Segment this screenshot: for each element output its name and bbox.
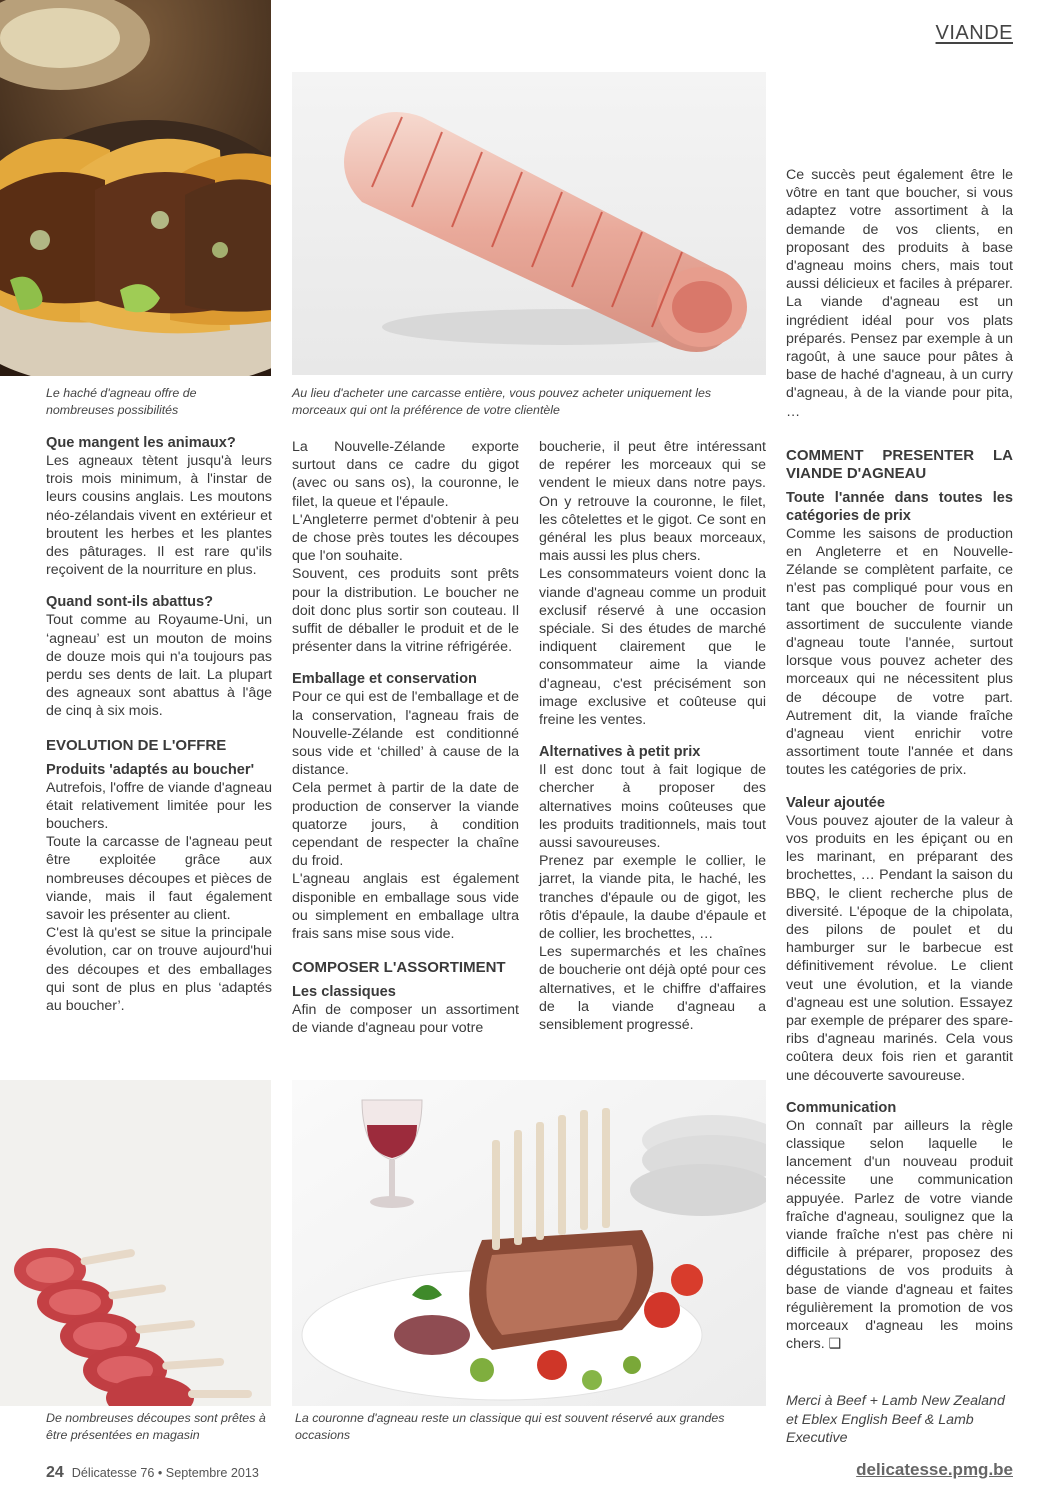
credit: Merci à Beef + Lamb New Zealand et Eblex English Beef & Lamb Executive	[786, 1393, 1005, 1446]
heading-alternatives: Alternatives à petit prix	[539, 744, 701, 761]
heading-quand-abattus: Quand sont-ils abattus?	[46, 594, 214, 611]
heading-emballage: Emballage et conservation	[292, 671, 477, 688]
crown-photo	[292, 1080, 766, 1406]
rolled-meat-caption: Au lieu d'acheter une carcasse entière, vous pouvez acheter uniquement les morceaux qui ont la préférence de votre clientèle	[292, 386, 712, 417]
footer-info	[46, 1464, 259, 1482]
paragraph: Prenez par exemple le collier, le jarret, la viande pita, le haché, les tranches d'épaule ou de gigot, les rôtis d'épaule, la daube d'épaule et de collier, les brochettes, …	[539, 853, 766, 943]
paragraph: Cela permet à partir de la date de production de conserver la viande quatorze jours, à condition cependant de respecter la chaîne du froid.	[292, 780, 519, 870]
paragraph: Toute la carcasse de l'agneau peut être exploitée grâce aux nombreuses découpes et pièces de viande, mais il faut également savoir les présenter au client.	[46, 834, 272, 924]
paragraph: boucherie, il peut être intéressant de repérer les morceaux qui se vendent le mieux dans notre pays. On y retrouve la couronne, le filet, les côtelettes et le gigot. Ce sont en général les plus beaux morceaux, mais aussi les plus chers.	[539, 439, 766, 565]
paragraph: Les agneaux tètent jusqu'à leurs trois mois minimum, à l'instar de leurs cousins anglais. Les moutons néo-zélandais vivent en extérieur et broutent les herbes et les plantes des pâturages. Il est rare qu'ils reçoivent de la nourriture en plus.	[46, 453, 272, 579]
paragraph: Ce succès peut également être le vôtre en tant que boucher, si vous adaptez votre assortiment à la demande de vos clients, en proposant des produits à base d'agneau moins chers, mais tout aussi délicieux et faciles à préparer. La viande d'agneau est un ingrédient idéal pour vos plats préparés. Pensez par exemple à un ragoût, à une sauce pour pâtes à base de haché d'agneau, à un curry d'agneau, à de la viande pour pita, …	[786, 167, 1013, 420]
heading-toute-annee: Toute l'année dans toutes les catégories de prix	[786, 489, 1013, 524]
paragraph: C'est là qu'est se situe la principale évolution, car on trouve aujourd'hui des découpes et des emballages qui sont de plus en plus ‘adaptés au boucher’.	[46, 925, 272, 1015]
paragraph: L'Angleterre permet d'obtenir à peu de chose près toutes les découpes que l'on souhaite.	[292, 511, 519, 565]
column-1	[46, 434, 272, 1015]
paragraph: Comme les saisons de production en Angleterre et en Nouvelle-Zélande se complètent parfaite, ce n'est pas compliqué pour vous en tant que boucher de fournir un assortiment de succulente viande d'agneau toute l'année, surtout lorsque vous pouvez acheter des morceaux qui ne nécessitent plus de découpe de votre part. Autrement dit, la viande fraîche d'agneau vient enrichir votre assortiment toute l'année et dans toutes les catégories de prix.	[786, 525, 1013, 779]
paragraph: Pour ce qui est de l'emballage et de la conservation, l'agneau frais de Nouvelle-Zélande est conditionné sous vide et ‘chilled’ à cause de la distance.	[292, 689, 519, 779]
paragraph: La Nouvelle-Zélande exporte surtout dans ce cadre du gigot (avec ou sans os), la couronne, le filet, la queue et l'épaule.	[292, 439, 519, 510]
chops-photo	[0, 1080, 271, 1406]
chops-caption: De nombreuses découpes sont prêtes à être présentées en magasin	[46, 1411, 266, 1442]
paragraph: Autrefois, l'offre de viande d'agneau était relativement limitée pour les bouchers.	[46, 779, 272, 833]
column-2	[292, 438, 519, 1038]
paragraph: L'agneau anglais est également disponible en emballage sous vide ou simplement en emballage ultra frais sans mise sous vide.	[292, 871, 519, 943]
heading-produits-adaptes: Produits 'adaptés au boucher'	[46, 761, 255, 778]
column-3	[539, 438, 766, 1034]
tacos-photo	[0, 0, 271, 376]
website-link[interactable]: delicatesse.pmg.be	[856, 1460, 1013, 1479]
section-tag: VIANDE	[935, 22, 1013, 44]
issue-info: Délicatesse 76 • Septembre 2013	[71, 1466, 259, 1480]
paragraph: Tout comme au Royaume-Uni, un ‘agneau’ est un mouton de moins de douze mois qui n'a toujours pas perdu ses dents de lait. La plupart des agneaux sont abattus à l'âge de cinq à six mois.	[46, 612, 272, 720]
paragraph-final	[786, 1117, 1013, 1354]
section-heading-composer: COMPOSER L'ASSORTIMENT	[292, 959, 506, 977]
paragraph: Souvent, ces produits sont prêts pour la distribution. Le boucher ne doit donc plus sortir son couteau. Il suffit de déballer le produit et de le présenter dans la vitrine réfrigérée.	[292, 566, 519, 656]
tacos-caption: Le haché d'agneau offre de nombreuses possibilités	[46, 386, 197, 417]
heading-que-mangent: Que mangent les animaux?	[46, 435, 236, 451]
final-text: On connaît par ailleurs la règle classique selon laquelle le lancement d'un nouveau produit nécessite une communication appuyée. Parlez de votre viande fraîche d'agneau, soulignez que la viande fraîche n'est pas chère ni difficile à préparer, proposez des dégustations de vos produits à base de viande d'agneau et faites régulièrement la promotion de vos morceaux d'agneau les moins chers.	[786, 1117, 1013, 1353]
paragraph: Afin de composer un assortiment de viande d'agneau pour votre	[292, 1002, 519, 1037]
paragraph: Les consommateurs voient donc la viande d'agneau comme un produit exclusif réservé à une occasion spéciale. Si des études de marché indiquent clairement que le consommateur aime la viande d'agneau, c'est précisément son image exclusive et coûteuse qui freine les ventes.	[539, 566, 766, 729]
paragraph: Vous pouvez ajouter de la valeur à vos produits en les épiçant ou en les marinant, en préparant des brochettes, … Pendant la saison du BBQ, le client recherche plus de diversité. L'époque de la chipolata, des pilons de poulet et du hamburger sur le barbecue est définitivement révolue. Le client veut une évolution, et la viande d'agneau est une solution. Essayez par exemple de préparer des spare-ribs d'agneau marinés. Cela vous coûtera deux fois rien et garantit une découverte savoureuse.	[786, 812, 1013, 1084]
section-heading-evolution: EVOLUTION DE L'OFFRE	[46, 736, 227, 754]
heading-communication: Communication	[786, 1099, 897, 1116]
heading-valeur-ajoutee: Valeur ajoutée	[786, 794, 885, 811]
crown-caption: La couronne d'agneau reste un classique qui est souvent réservé aux grandes occasions	[295, 1411, 725, 1442]
section-heading-presenter: COMMENT PRESENTER LA VIANDE D'AGNEAU	[786, 446, 1013, 482]
heading-classiques: Les classiques	[292, 984, 396, 1001]
rolled-meat-photo	[292, 72, 766, 375]
paragraph: Il est donc tout à fait logique de chercher à proposer des alternatives moins coûteuses que les produits traditionnels, mais tout aussi savoureuses.	[539, 762, 766, 852]
page-number: 24	[46, 1464, 64, 1481]
column-4	[786, 166, 1013, 1353]
end-mark: ❑	[828, 1336, 842, 1353]
paragraph: Les supermarchés et les chaînes de boucherie ont déjà opté pour ces alternatives, et le chiffre d'affaires de la viande d'agneau a sensiblement progressé.	[539, 944, 766, 1034]
